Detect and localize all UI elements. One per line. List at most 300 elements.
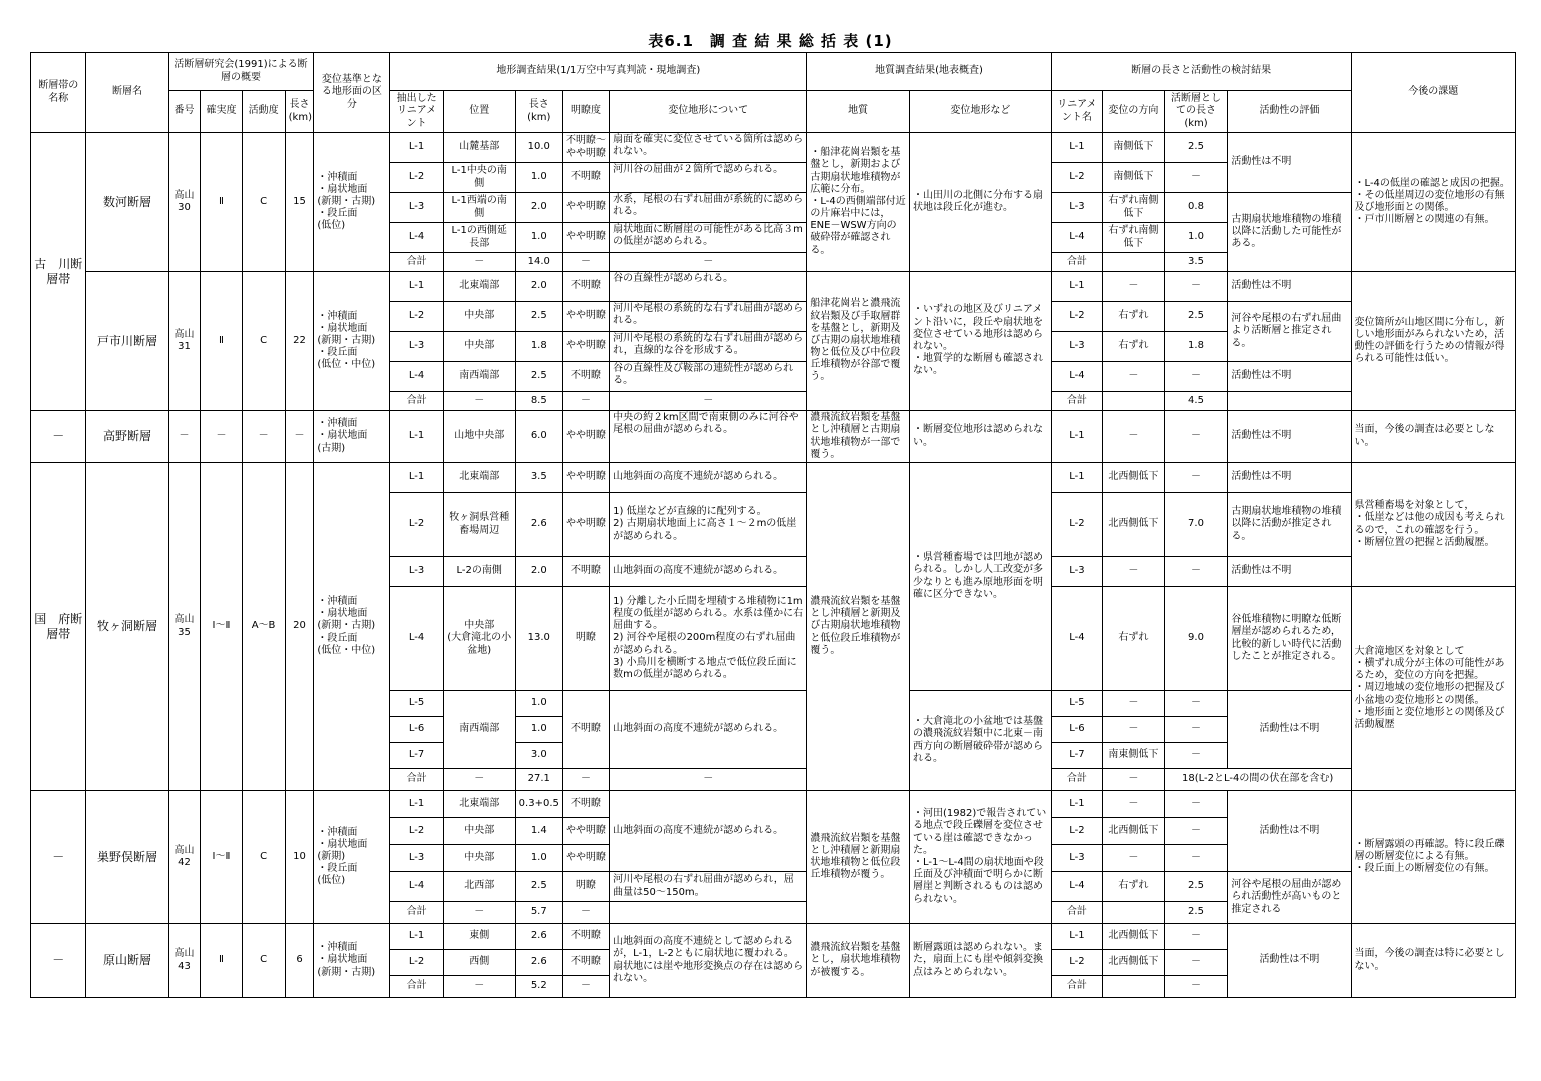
- lineament: L-4: [390, 587, 443, 691]
- header-eval: 断層の長さと活動性の検討結果: [1051, 53, 1351, 91]
- description: 山地斜面の高度不連続が認められる。: [610, 463, 807, 493]
- eval-lineament: L-5: [1051, 691, 1102, 717]
- position: L-1西端の南側: [443, 193, 515, 223]
- eval-length: －: [1164, 463, 1228, 493]
- description: 山地斜面の高度不連続が認められる。: [610, 691, 807, 769]
- eval-length: －: [1164, 976, 1228, 998]
- ken-act: C: [242, 791, 285, 924]
- zone-name: －: [31, 411, 86, 463]
- eval-direction: 右ずれ: [1103, 332, 1165, 362]
- eval-length: －: [1164, 818, 1228, 845]
- lineament: L-2: [390, 493, 443, 557]
- eval-lineament: L-1: [1051, 924, 1102, 950]
- eval-length: 0.8: [1164, 193, 1228, 223]
- geology: 濃飛流紋岩類を基盤とし沖積層と新期及び古期扇状地堆積物と低位段丘堆積物が覆う。: [807, 463, 910, 791]
- eval-activity: 活動性は不明: [1228, 557, 1351, 587]
- clarity: －: [562, 902, 609, 924]
- length: 2.5: [515, 872, 562, 902]
- fault-name: 牧ヶ洞断層: [86, 463, 168, 791]
- total-label: 合計: [1051, 253, 1102, 272]
- eval-length: 1.0: [1164, 223, 1228, 253]
- lineament: L-4: [390, 223, 443, 253]
- total-label: 合計: [390, 902, 443, 924]
- position: 中央部: [443, 818, 515, 845]
- length: 0.3+0.5: [515, 791, 562, 818]
- ref-surface: ・沖積面 ・扇状地面 (新期・古期) ・段丘面 (低位・中位): [314, 463, 390, 791]
- eval-length: －: [1164, 950, 1228, 976]
- length: 1.0: [515, 163, 562, 193]
- lineament: L-1: [390, 924, 443, 950]
- position: L-2の南側: [443, 557, 515, 587]
- eval-length: 9.0: [1164, 587, 1228, 691]
- description: 河川や尾根の系統的な右ずれ屈曲が認められる。: [610, 302, 807, 332]
- future-task: 変位箇所が山地区間に分布し，新しい地形面がみられないため，活動性の評価を行うための情報が得られる可能性は低い。: [1351, 272, 1515, 411]
- eval-activity: 活動性は不明: [1228, 691, 1351, 769]
- future-task: 大倉滝地区を対象として ・横ずれ成分が主体の可能性があるため，変位の方向を把握。 ・周辺地域の変位地形の把握及び小盆地の変位地形との関係。 ・地形面と変位地形との関係及び活動履歴: [1351, 587, 1515, 791]
- position: L-1の西側延長部: [443, 223, 515, 253]
- eval-direction: －: [1103, 272, 1165, 302]
- header-topo-pos: 位置: [443, 91, 515, 133]
- length: 1.0: [515, 845, 562, 872]
- ken-no: 高山43: [168, 924, 201, 998]
- length: 2.6: [515, 950, 562, 976]
- lineament: L-4: [390, 362, 443, 392]
- ken-no: 高山31: [168, 272, 201, 411]
- eval-length: 7.0: [1164, 493, 1228, 557]
- header-zone: 断層帯の名称: [31, 53, 86, 133]
- description: 河川や尾根の系統的な右ずれ屈曲が認められ，直線的な谷を形成する。: [610, 332, 807, 362]
- geology: 濃飛流紋岩類を基盤とし，扇状地堆積物が被覆する。: [807, 924, 910, 998]
- total-eval-length: 2.5: [1164, 902, 1228, 924]
- description: 河川谷の屈曲が２箇所で認められる。: [610, 163, 807, 193]
- eval-direction: 右ずれ南側低下: [1103, 223, 1165, 253]
- ken-cert: Ⅱ: [201, 272, 242, 411]
- header-ref-surface: 変位基準となる地形面の区分: [314, 53, 390, 133]
- ken-len: 20: [285, 463, 314, 791]
- length: 2.5: [515, 302, 562, 332]
- eval-length: －: [1164, 791, 1228, 818]
- position: 山地中央部: [443, 411, 515, 463]
- eval-lineament: L-3: [1051, 845, 1102, 872]
- fault-name: 数河断層: [86, 133, 168, 272]
- clarity: やや明瞭: [562, 411, 609, 463]
- position: 北西部: [443, 872, 515, 902]
- position: 中央部: [443, 302, 515, 332]
- eval-length: －: [1164, 691, 1228, 717]
- eval-lineament: L-1: [1051, 272, 1102, 302]
- eval-lineament: L-2: [1051, 950, 1102, 976]
- position: 北東端部: [443, 791, 515, 818]
- description: 中央の約２km区間で南東側のみに河谷や尾根の屈曲が認められる。: [610, 411, 807, 463]
- eval-activity: 活動性は不明: [1228, 924, 1351, 998]
- ken-len: －: [285, 411, 314, 463]
- eval-length: 2.5: [1164, 872, 1228, 902]
- position: －: [443, 902, 515, 924]
- header-topo-clear: 明瞭度: [562, 91, 609, 133]
- eval-direction: 北西側低下: [1103, 950, 1165, 976]
- clarity: 不明瞭: [562, 950, 609, 976]
- header-future: 今後の課題: [1351, 53, 1515, 133]
- length: 1.8: [515, 332, 562, 362]
- ref-surface: ・沖積面 ・扇状地面 (新期・古期): [314, 924, 390, 998]
- clarity: 不明瞭: [562, 163, 609, 193]
- eval-length: 2.5: [1164, 302, 1228, 332]
- position: －: [443, 769, 515, 791]
- header-ken-no: 番号: [168, 91, 201, 133]
- total-label: 合計: [390, 769, 443, 791]
- position: －: [443, 253, 515, 272]
- table-row: [31, 791, 1516, 818]
- description: 河川や尾根の右ずれ屈曲が認められ，屈曲量は50～150m。: [610, 872, 807, 902]
- eval-direction: 北西側低下: [1103, 493, 1165, 557]
- ken-cert: Ⅱ: [201, 924, 242, 998]
- eval-direction: 右ずれ南側低下: [1103, 193, 1165, 223]
- length: 2.0: [515, 557, 562, 587]
- header-ken-act: 活動度: [242, 91, 285, 133]
- clarity: やや明瞭: [562, 302, 609, 332]
- eval-direction: [1103, 392, 1165, 411]
- eval-direction: 南側低下: [1103, 133, 1165, 163]
- lineament: L-1: [390, 463, 443, 493]
- clarity: 不明瞭: [562, 557, 609, 587]
- eval-direction: [1103, 253, 1165, 272]
- total-eval-length: 4.5: [1164, 392, 1228, 411]
- eval-length: －: [1164, 845, 1228, 872]
- fault-name: 巣野俣断層: [86, 791, 168, 924]
- eval-direction: －: [1103, 791, 1165, 818]
- description: 山地斜面の高度不連続が認められる。: [610, 557, 807, 587]
- header-ken: 活断層研究会(1991)による断層の概要: [168, 53, 314, 91]
- clarity: やや明瞭: [562, 493, 609, 557]
- clarity: やや明瞭: [562, 818, 609, 845]
- eval-lineament: L-3: [1051, 332, 1102, 362]
- total-label: 合計: [390, 976, 443, 998]
- eval-direction: 北西側低下: [1103, 818, 1165, 845]
- eval-length: －: [1164, 717, 1228, 743]
- total-label: 合計: [1051, 392, 1102, 411]
- ken-no: －: [168, 411, 201, 463]
- eval-activity: 河谷や尾根の右ずれ屈曲より活断層と推定される。: [1228, 302, 1351, 362]
- fault-name: 戸市川断層: [86, 272, 168, 411]
- eval-lineament: L-4: [1051, 587, 1102, 691]
- position: 南西端部: [443, 362, 515, 392]
- total-label: 合計: [390, 392, 443, 411]
- feature: ・河田(1982)で報告されている地点で段丘礫層を変位させている崖は確認できなかった。 ・L-1～L-4間の扇状地面や段丘面及び沖積面で明らかに断層崖と判断されるものは認められない。: [910, 791, 1052, 924]
- eval-activity: 活動性は不明: [1228, 362, 1351, 392]
- eval-direction: －: [1103, 691, 1165, 717]
- eval-length: －: [1164, 362, 1228, 392]
- lineament: L-3: [390, 332, 443, 362]
- eval-lineament: L-1: [1051, 133, 1102, 163]
- clarity: やや明瞭: [562, 845, 609, 872]
- eval-activity: 古期扇状地堆積物の堆積以降に活動が推定される。: [1228, 493, 1351, 557]
- length: 2.0: [515, 272, 562, 302]
- zone-name: 古 川断層帯: [31, 133, 86, 411]
- page-title: 表6.1 調 査 結 果 総 括 表 (1): [648, 32, 893, 50]
- lineament: L-2: [390, 163, 443, 193]
- eval-length: －: [1164, 924, 1228, 950]
- clarity: －: [562, 253, 609, 272]
- description: 水系，尾根の右ずれ屈曲が系統的に認められる。: [610, 193, 807, 223]
- lineament: L-2: [390, 302, 443, 332]
- total-eval-length: 3.5: [1164, 253, 1228, 272]
- eval-lineament: L-1: [1051, 463, 1102, 493]
- ken-act: A～B: [242, 463, 285, 791]
- fault-name: 高野断層: [86, 411, 168, 463]
- eval-direction: 右ずれ: [1103, 872, 1165, 902]
- ken-cert: Ⅰ～Ⅱ: [201, 463, 242, 791]
- clarity: －: [562, 976, 609, 998]
- lineament: L-1: [390, 791, 443, 818]
- eval-direction: [1103, 902, 1165, 924]
- ken-cert: －: [201, 411, 242, 463]
- header-topo-len: 長さ(km): [515, 91, 562, 133]
- eval-activity: 活動性は不明: [1228, 272, 1351, 302]
- eval-length: －: [1164, 411, 1228, 463]
- position: 中央部 (大倉滝北の小盆地): [443, 587, 515, 691]
- clarity: やや明瞭: [562, 332, 609, 362]
- length: 2.0: [515, 193, 562, 223]
- lineament: L-3: [390, 193, 443, 223]
- clarity: 明瞭: [562, 872, 609, 902]
- eval-lineament: L-1: [1051, 411, 1102, 463]
- eval-length: 1.8: [1164, 332, 1228, 362]
- lineament: L-3: [390, 845, 443, 872]
- clarity: －: [562, 392, 609, 411]
- feature: ・山田川の北側に分布する扇状地は段丘化が進む。: [910, 133, 1052, 272]
- eval-length: －: [1164, 557, 1228, 587]
- clarity: 不明瞭: [562, 791, 609, 818]
- ken-act: －: [242, 411, 285, 463]
- clarity: やや明瞭: [562, 223, 609, 253]
- eval-lineament: L-4: [1051, 223, 1102, 253]
- ken-len: 10: [285, 791, 314, 924]
- table-row: [31, 133, 1516, 163]
- eval-direction: 南東側低下: [1103, 743, 1165, 769]
- lineament: L-6: [390, 717, 443, 743]
- eval-direction: 北西側低下: [1103, 924, 1165, 950]
- future-task: ・断層露頭の再確認。特に段丘礫層の断層変位による有無。 ・段丘面上の断層変位の有無。: [1351, 791, 1515, 924]
- header-ken-cert: 確実度: [201, 91, 242, 133]
- description: 谷の直線性及び鞍部の連続性が認められる。: [610, 362, 807, 392]
- clarity: －: [562, 769, 609, 791]
- eval-direction: 右ずれ: [1103, 302, 1165, 332]
- length: 1.4: [515, 818, 562, 845]
- eval-activity: 河谷や尾根の屈曲が認められ活動性が高いものと推定される: [1228, 872, 1351, 924]
- description: 1) 分離した小丘間を埋積する堆積物に1m程度の低崖が認められる。水系は僅かに右屈曲する。 2) 河谷や尾根の200m程度の右ずれ屈曲が認められる。 3) 小鳥川を横断する地点で低位段丘面に数mの低崖が認められる。: [610, 587, 807, 691]
- description: －: [610, 769, 807, 791]
- eval-direction: －: [1103, 362, 1165, 392]
- header-topo: 地形調査結果(1/1万空中写真判読・現地調査): [390, 53, 807, 91]
- description: 扇状地面に断層崖の可能性がある比高３mの低崖が認められる。: [610, 223, 807, 253]
- geology: ・船津花崗岩類を基盤とし，新期および古期扇状地堆積物が広範に分布。 ・L-4の西側端部付近の片麻岩中には，ENE－WSW方向の破砕帯が確認される。: [807, 133, 910, 272]
- future-task: 当面，今後の調査は必要としない。: [1351, 411, 1515, 463]
- ken-act: C: [242, 133, 285, 272]
- description: 扇面を確実に変位させている箇所は認められない。: [610, 133, 807, 163]
- ref-surface: ・沖積面 ・扇状地面 (古期): [314, 411, 390, 463]
- header-fault: 断層名: [86, 53, 168, 133]
- total-label: 合計: [1051, 902, 1102, 924]
- eval-lineament: L-4: [1051, 362, 1102, 392]
- eval-direction: [1103, 976, 1165, 998]
- feature: ・大倉滝北の小盆地では基盤の濃飛流紋岩類中に北東－南西方向の断層破砕帯が認められる。: [910, 691, 1052, 791]
- position: －: [443, 392, 515, 411]
- description: 1) 低崖などが直線的に配列する。 2) 古期扇状地面上に高さ１～２mの低崖が認められる。: [610, 493, 807, 557]
- position: 牧ヶ洞県営種畜場周辺: [443, 493, 515, 557]
- eval-direction: －: [1103, 411, 1165, 463]
- eval-direction: －: [1103, 769, 1165, 791]
- total-length: 27.1: [515, 769, 562, 791]
- lineament: L-2: [390, 950, 443, 976]
- clarity: 不明瞭: [562, 362, 609, 392]
- clarity: やや明瞭: [562, 463, 609, 493]
- ken-no: 高山30: [168, 133, 201, 272]
- total-length: 5.2: [515, 976, 562, 998]
- length: 13.0: [515, 587, 562, 691]
- length: 2.6: [515, 493, 562, 557]
- eval-lineament: L-2: [1051, 493, 1102, 557]
- position: 中央部: [443, 845, 515, 872]
- lineament: L-3: [390, 557, 443, 587]
- feature: ・県営種畜場では凹地が認められる。しかし人工改変が多少なりとも進み原地形面を明確に区分できない。: [910, 463, 1052, 691]
- eval-direction: －: [1103, 717, 1165, 743]
- length: 2.5: [515, 362, 562, 392]
- eval-direction: 南側低下: [1103, 163, 1165, 193]
- header-eval-len: 活断層としての長さ(km): [1164, 91, 1228, 133]
- eval-direction: －: [1103, 557, 1165, 587]
- eval-lineament: L-1: [1051, 791, 1102, 818]
- position: 北東端部: [443, 272, 515, 302]
- ref-surface: ・沖積面 ・扇状地面 (新期・古期) ・段丘面 (低位): [314, 133, 390, 272]
- ken-act: C: [242, 272, 285, 411]
- geology: 船津花崗岩と濃飛流紋岩類及び手取層群を基盤とし，新期及び古期の扇状地堆積物と低位及び中位段丘堆積物が谷部で覆う。: [807, 272, 910, 411]
- table-row: [31, 463, 1516, 493]
- header-eval-dir: 変位の方向: [1103, 91, 1165, 133]
- eval-direction: －: [1103, 845, 1165, 872]
- ken-cert: Ⅰ～Ⅱ: [201, 791, 242, 924]
- eval-activity: 谷低堆積物に明瞭な低断層崖が認められるため，比較的新しい時代に活動したことが推定される。: [1228, 587, 1351, 691]
- eval-activity: 活動性は不明: [1228, 791, 1351, 872]
- position: 南西端部: [443, 691, 515, 769]
- length: 2.6: [515, 924, 562, 950]
- fault-name: 原山断層: [86, 924, 168, 998]
- header-geo-feature: 変位地形など: [910, 91, 1052, 133]
- future-task: 県営種畜場を対象として， ・低崖などは他の成因も考えられるので，これの確認を行う。 ・断層位置の把握と活動履歴。: [1351, 463, 1515, 587]
- zone-name: －: [31, 791, 86, 924]
- description: －: [610, 253, 807, 272]
- clarity: 不明瞭: [562, 691, 609, 769]
- clarity: 不明瞭: [562, 272, 609, 302]
- summary-table: [30, 52, 1516, 998]
- ken-no: 高山35: [168, 463, 201, 791]
- header-topo-lin: 抽出したリニアメント: [390, 91, 443, 133]
- length: 1.0: [515, 717, 562, 743]
- zone-name: －: [31, 924, 86, 998]
- lineament: L-2: [390, 818, 443, 845]
- total-label: 合計: [390, 253, 443, 272]
- length: 1.0: [515, 223, 562, 253]
- ken-len: 15: [285, 133, 314, 272]
- clarity: 不明瞭～やや明瞭: [562, 133, 609, 163]
- eval-length: －: [1164, 743, 1228, 769]
- eval-lineament: L-2: [1051, 818, 1102, 845]
- total-length: 8.5: [515, 392, 562, 411]
- eval-activity: 活動性は不明: [1228, 463, 1351, 493]
- lineament: L-4: [390, 872, 443, 902]
- table-row: [31, 924, 1516, 950]
- header-topo-desc: 変位地形について: [610, 91, 807, 133]
- total-length: 14.0: [515, 253, 562, 272]
- eval-lineament: L-3: [1051, 193, 1102, 223]
- clarity: やや明瞭: [562, 193, 609, 223]
- geology: 濃飛流紋岩類を基盤とし沖積層と古期扇状地堆積物が一部で覆う。: [807, 411, 910, 463]
- ken-len: 22: [285, 272, 314, 411]
- header-geo: 地質調査結果(地表概査): [807, 53, 1051, 91]
- eval-activity: [1228, 392, 1351, 411]
- position: L-1中央の南側: [443, 163, 515, 193]
- eval-lineament: L-6: [1051, 717, 1102, 743]
- eval-lineament: L-3: [1051, 557, 1102, 587]
- feature: ・断層変位地形は認められない。: [910, 411, 1052, 463]
- position: 西側: [443, 950, 515, 976]
- eval-direction: 北西側低下: [1103, 463, 1165, 493]
- ken-len: 6: [285, 924, 314, 998]
- eval-activity: 古期扇状地堆積物の堆積以降に活動した可能性がある。: [1228, 193, 1351, 272]
- position: －: [443, 976, 515, 998]
- lineament: L-7: [390, 743, 443, 769]
- position: 東側: [443, 924, 515, 950]
- header-eval-act: 活動性の評価: [1228, 91, 1351, 133]
- geology: 濃飛流紋岩類を基盤とし沖積層と新期扇状地堆積物と低位段丘堆積物が覆う。: [807, 791, 910, 924]
- description: 山地斜面の高度不連続が認められる。: [610, 791, 807, 872]
- description: 山地斜面の高度不連続として認められるが，L-1，L-2ともに扇状地に覆われる。扇状地には崖や地形変換点の存在は認められない。: [610, 924, 807, 998]
- eval-lineament: L-7: [1051, 743, 1102, 769]
- eval-length: 2.5: [1164, 133, 1228, 163]
- clarity: 不明瞭: [562, 924, 609, 950]
- total-label: 合計: [1051, 976, 1102, 998]
- header-eval-lin: リニアメント名: [1051, 91, 1102, 133]
- position: 中央部: [443, 332, 515, 362]
- ken-act: C: [242, 924, 285, 998]
- ken-cert: Ⅱ: [201, 133, 242, 272]
- eval-length: －: [1164, 272, 1228, 302]
- eval-direction: 右ずれ: [1103, 587, 1165, 691]
- header-ken-len: 長さ(km): [285, 91, 314, 133]
- eval-lineament: L-2: [1051, 302, 1102, 332]
- eval-length: －: [1164, 163, 1228, 193]
- total-note: 18(L-2とL-4の間の伏在部を含む): [1164, 769, 1351, 791]
- future-task: 当面，今後の調査は特に必要としない。: [1351, 924, 1515, 998]
- eval-activity: 活動性は不明: [1228, 411, 1351, 463]
- description: [610, 902, 807, 924]
- total-length: 5.7: [515, 902, 562, 924]
- position: 北東端部: [443, 463, 515, 493]
- ref-surface: ・沖積面 ・扇状地面 (新期) ・段丘面 (低位): [314, 791, 390, 924]
- lineament: L-5: [390, 691, 443, 717]
- lineament: L-1: [390, 411, 443, 463]
- description: －: [610, 392, 807, 411]
- future-task: ・L-4の低崖の確認と成因の把握。 ・その低崖周辺の変位地形の有無及び地形面との関係。 ・戸市川断層との関連の有無。: [1351, 133, 1515, 272]
- eval-activity: 活動性は不明: [1228, 133, 1351, 193]
- ref-surface: ・沖積面 ・扇状地面 (新期・古期) ・段丘面 (低位・中位): [314, 272, 390, 411]
- clarity: 明瞭: [562, 587, 609, 691]
- length: 3.0: [515, 743, 562, 769]
- length: 3.5: [515, 463, 562, 493]
- position: 山麓基部: [443, 133, 515, 163]
- feature: 断層露頭は認められない。また，扇面上にも崖や傾斜変換点はみとめられない。: [910, 924, 1052, 998]
- lineament: L-1: [390, 272, 443, 302]
- eval-lineament: L-2: [1051, 163, 1102, 193]
